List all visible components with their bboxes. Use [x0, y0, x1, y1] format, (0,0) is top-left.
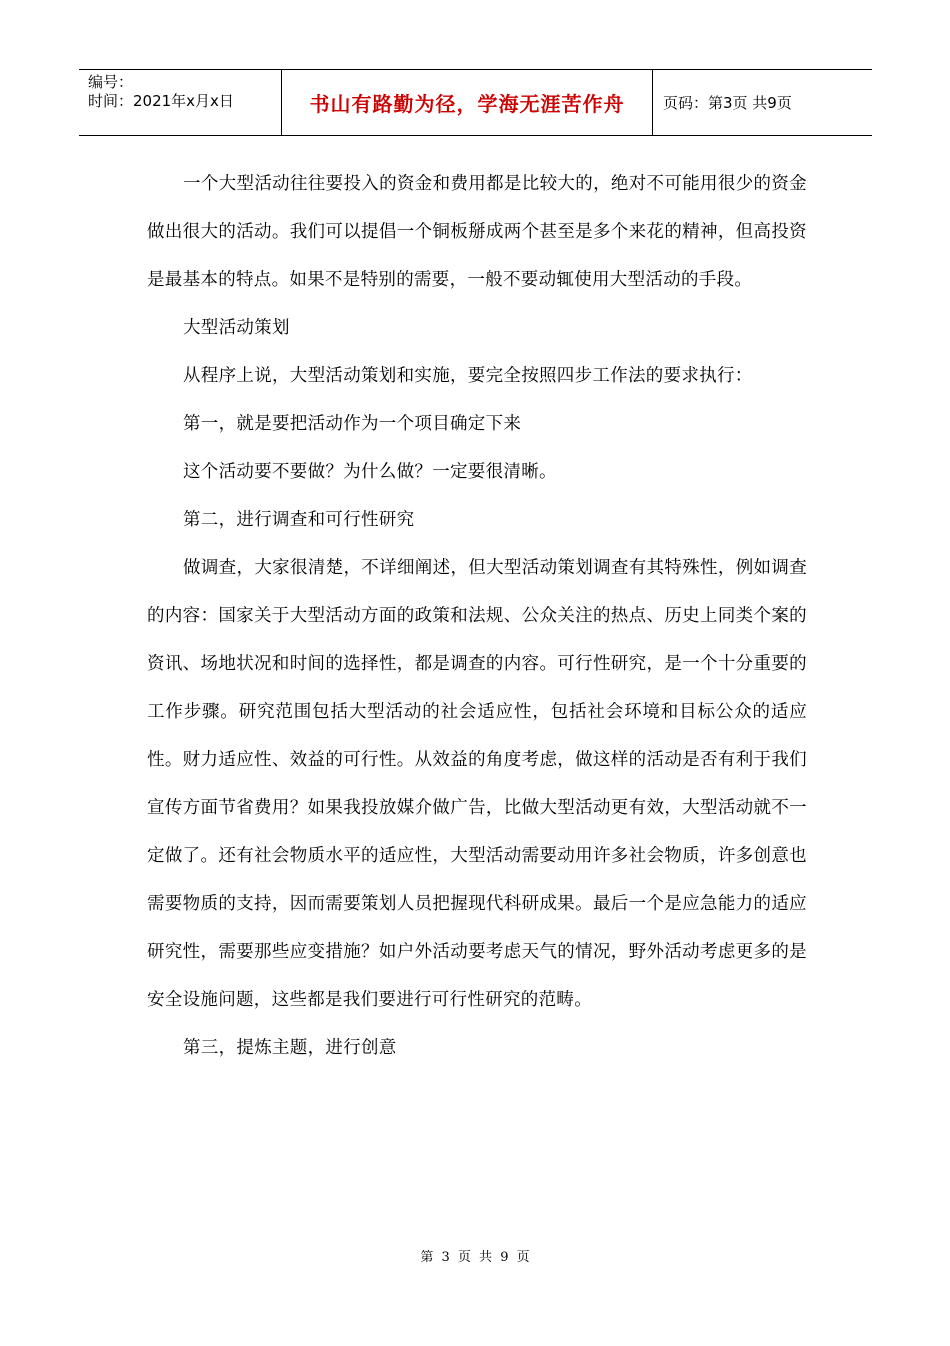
time-label: 时间：2021年x月x日: [88, 92, 234, 110]
body-paragraph: 这个活动要不要做？为什么做？一定要很清晰。: [183, 462, 557, 482]
header-page-info: 页码：第3页 共9页: [663, 94, 792, 112]
section-heading: 大型活动策划: [183, 318, 290, 338]
document-body: [147, 160, 807, 1072]
step-heading: 第三，提炼主题，进行创意: [183, 1038, 397, 1058]
step-heading: 第二，进行调查和可行性研究: [183, 510, 415, 530]
body-paragraph: 做调查，大家很清楚，不详细阐述，但大型活动策划调查有其特殊性，例如调查的内容：国家关于大型活动方面的政策和法规、公众关注的热点、历史上同类个案的资讯、场地状况和时间的选择性，都是调查的内容。可行性研究，是一个十分重要的工作步骤。研究范围包括大型活动的社会适应性，包括社会环境和目标公众的适应性。财力适应性、效益的可行性。从效益的角度考虑，做这样的活动是否有利于我们宣传方面节省费用？如果我投放媒介做广告，比做大型活动更有效，大型活动就不一定做了。还有社会物质水平的适应性，大型活动需要动用许多社会物质，许多创意也需要物质的支持，因而需要策划人员把握现代科研成果。最后一个是应急能力的适应研究性，需要那些应变措施？如户外活动要考虑天气的情况，野外活动考虑更多的是安全设施问题，这些都是我们要进行可行性研究的范畴。: [147, 558, 807, 1010]
page-footer: 第 3 页 共 9 页: [420, 1250, 530, 1265]
header-meta: [79, 70, 282, 135]
number-label: 编号：: [88, 73, 134, 91]
body-paragraph: 一个大型活动往往要投入的资金和费用都是比较大的，绝对不可能用很少的资金做出很大的活动。我们可以提倡一个铜板掰成两个甚至是多个来花的精神，但高投资是最基本的特点。如果不是特别的需要，一般不要动辄使用大型活动的手段。: [147, 174, 807, 290]
header-motto: 书山有路勤为径，学海无涯苦作舟: [282, 70, 653, 135]
body-paragraph: 从程序上说，大型活动策划和实施，要完全按照四步工作法的要求执行：: [183, 366, 753, 386]
document-header: [79, 69, 872, 136]
step-heading: 第一，就是要把活动作为一个项目确定下来: [183, 414, 522, 434]
